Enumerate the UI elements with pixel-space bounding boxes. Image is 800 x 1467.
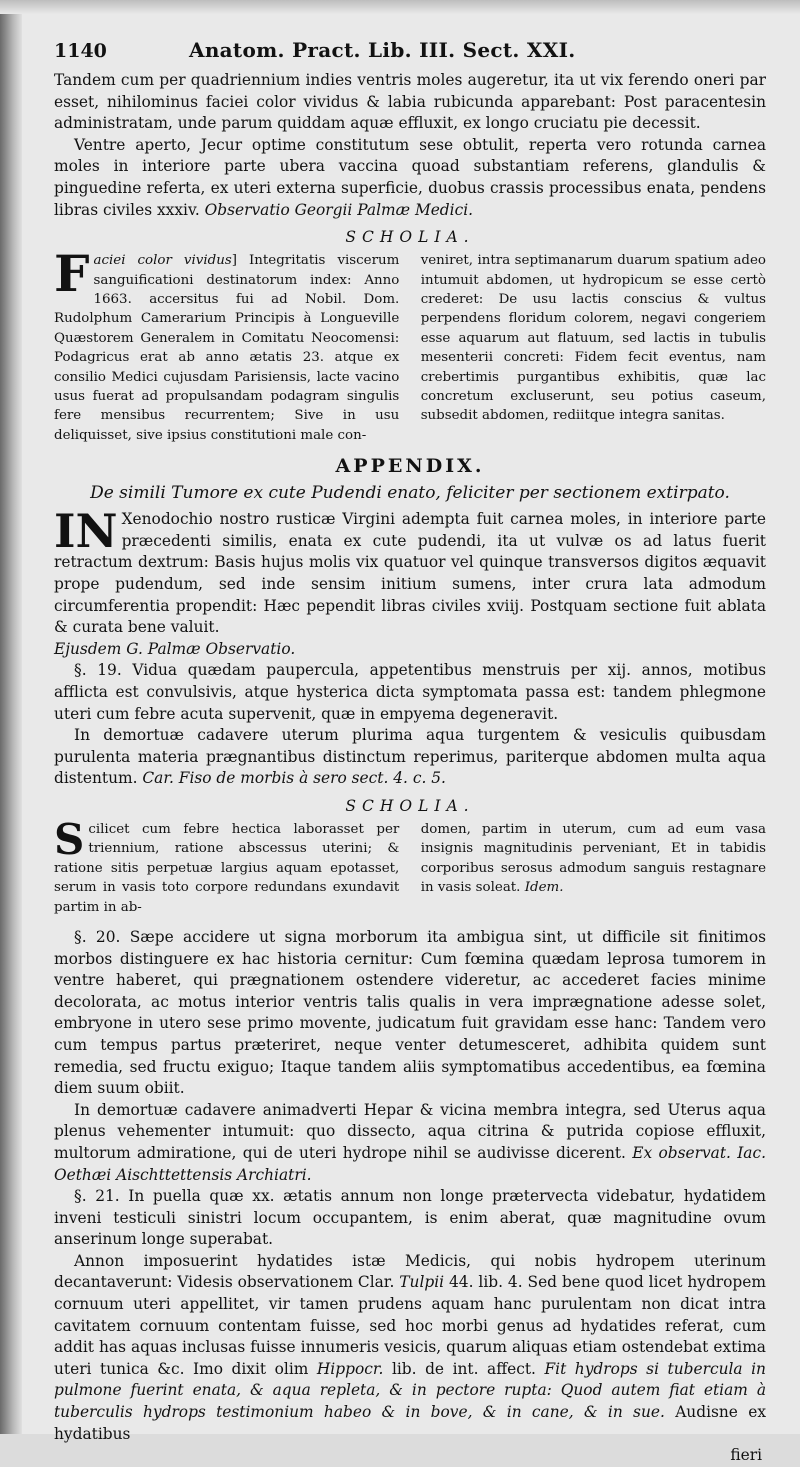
book-gutter (0, 0, 22, 1434)
page-header (54, 38, 766, 62)
paragraph: §. 19. Vidua quædam paupercula, appetentibus menstruis per xij. annos, motibus afflicta est convulsivis, atque hysterica dicta symptomata passa est: tandem phlegmone uteri cum febre acuta supervenit, quæ in empyema degeneravit. (54, 661, 766, 723)
paragraph-text: In demortuæ cadavere animadverti Hepar & vicina membra integra, sed Uterus aqua plenus vehementer intumuit: quo dissecto, aqua citrina & putrida copiose effluxit, multorum admiratione, qui de uteri hydrope nihil se audivisse dicerent. (54, 1100, 766, 1162)
quotation: Fit hydrops si tubercula in pulmone fuerint enata, & aqua repleta, & in pectore rupta: Quod autem fiat etiam à tuberculis hydrops testimonium habeo & in bove, & in cane, & in sue. (54, 1359, 766, 1422)
paragraph: §. 20. Sæpe accidere ut signa morborum ita ambigua sint, ut difficile sit finitimos morbos distinguere ex hac historia cernitur: Cum fœmina quædam leprosa tumorem in ventre haberet, qui prægnationem ostendere videretur, ac accederet facies minime decolorata, ac motus interior ventris talis qualis in vera imprægnatione adesse solet, embryone in utero sese primo movente, judicatum fuit gravidam esse hanc: Tandem vero cum tempus partus præteriret, neque venter detumesceret, adhibita quidem sunt remedia, sed fructu exiguo; Itaque tandem aliis symptomatibus accedentibus, ea fœmina diem suum obiit. (54, 927, 766, 1098)
source-citation: Observatio Georgii Palmæ Medici. (204, 200, 474, 219)
running-title: Anatom. Pract. Lib. III. Sect. XXI. (189, 38, 576, 62)
page-top-shadow (0, 0, 800, 14)
paragraph (54, 135, 766, 221)
scholia-text (54, 244, 400, 445)
catchword: fieri (730, 1446, 762, 1465)
scholia-left-column (54, 244, 400, 445)
drop-cap: S (54, 814, 85, 864)
paragraph-text: Xenodochio nostro rusticæ Virgini adempta fuit carnea moles, in interiore parte præcedenti similis, enata ex cute pudendi, ita ut vulvæ os ad latus fuerit retractum dextrum: Basis hujus molis vix quatuor vel quinque transversos digitos æquavit prope pudendum, sed inde sensim initium sumens, inter crura lata admodum circumferentia propendit: Hæc pependit libras civiles xviij. Postquam sectione fuit ablata & curata bene valuit. (54, 510, 766, 637)
section-19 (54, 660, 766, 790)
source-citation: Idem. (524, 880, 564, 896)
appendix-body (54, 504, 766, 660)
paragraph-text: Ventre aperto, Jecur optime constitutum sese obtulit, reperta vero rotunda carnea moles in interiore parte ubera vaccina quoad substantiam referens, glandulis & pinguedine referta, ex uteri externa superficie, duobus crassis processibus enata, pendens libras civiles xxxiv. (54, 135, 766, 219)
paragraph-text: Annon imposuerint hydatides istæ Medicis, qui nobis hydropem uterinum decantaverunt: Videsis observationem Clar. (54, 1251, 766, 1292)
paragraph-text: 44. lib. 4. Sed bene quod licet hydropem cornuum uteri appellitet, vir tamen prudens aquam hanc purulentam non dicat intra cavitatem cornuum contentam fuisse, sed hoc morbi genus ad hydatides referat, cum addit has aquas inclusas fuisse innumeris vesicis, quarum aliquas etiam ostendebat extima uteri tunica &c. Imo dixit olim (54, 1273, 766, 1378)
scholia-columns (54, 244, 766, 445)
author-name: Hippocr. (316, 1359, 384, 1378)
appendix-heading: APPENDIX. (335, 455, 485, 478)
scholia-text (54, 814, 400, 917)
scholia-heading: SCHOLIA. (345, 796, 475, 815)
scholia-left-column (54, 814, 400, 917)
source-citation: Ejusdem G. Palmæ Observatio. (54, 639, 296, 658)
paragraph: Tandem cum per quadriennium indies ventris moles augeretur, ita ut vix ferendo oneri par esset, nihilominus faciei color vividus & labia rubicunda apparebant: Post paracentesin administratam, unde parum quiddam aquæ effluxit, ex longo cruciatu pie decessit. (54, 71, 766, 133)
source-citation: Car. Fiso de morbis à sero sect. 4. c. 5. (142, 769, 446, 788)
page-number: 1140 (54, 40, 107, 62)
scholia-text (421, 820, 766, 898)
appendix-subtitle: De simili Tumore ex cute Pudendi enato, feliciter per sectionem extirpato. (90, 483, 730, 504)
scholia-columns (54, 814, 766, 917)
paragraph (54, 1251, 766, 1445)
scholia-heading: SCHOLIA. (345, 228, 475, 247)
paragraph-text: In demortuæ cadavere uterum plurima aqua turgentem & vesiculis quibusdam purulenta materia prægnantibus distinctum reperimus, pariterque abdomen multa aqua distentum. (54, 726, 766, 788)
scholia-left-text: cilicet cum febre hectica laborasset per triennium, ratione abscessus uterini; & ratione sitis perpetuæ largius aquam epotasset, serum in vasis toto corpore redundans exundavit partim in ab- (54, 821, 400, 915)
paragraph (54, 1100, 766, 1186)
scholia-right-text: domen, partim in uterum, cum ad eum vasa insignis magnitudinis perveniant, Et in tabidis corporibus serosus admodum sanguis restagnare in vasis soleat. (420, 821, 766, 896)
paragraph (54, 725, 766, 790)
drop-cap: IN (54, 504, 118, 559)
paragraph: §. 21. In puella quæ xx. ætatis annum non longe prætervecta videbatur, hydatidem inveni testiculi sinistri locum occupantem, is enim aberat, quæ magnitudine ovum anserinum longe superabat. (54, 1187, 766, 1249)
observation-intro (54, 70, 766, 221)
paragraph (54, 504, 766, 639)
section-21 (54, 1186, 766, 1467)
scholia-right-column (421, 251, 766, 445)
paragraph-text: Audisne ex hydatibus (54, 1403, 766, 1443)
section-20 (54, 927, 766, 1186)
lemma: aciei color vividus (93, 253, 232, 269)
paragraph-text: lib. de int. affect. (391, 1359, 536, 1378)
scholia-right-column (421, 820, 766, 917)
author-name: Tulpii (399, 1273, 445, 1292)
source-citation: Ex observat. Iac. Oethæi Aischttettensis Archiatri. (54, 1143, 766, 1184)
drop-cap: F (54, 244, 90, 304)
scholia-right-text: veniret, intra septimanarum duarum spatium adeo intumuit abdomen, ut hydropicum se esse certò crederet: De usu lactis conscius & vultus perpendens floridum colorem, negavi congeriem esse aquarum aut flatuum, sed lactis in tubulis mesenterii concreti: Fidem fecit eventus, nam crebertimis purgantibus exhibitis, quæ lac concretum excluserunt, seu potius caseum, subsedit abdomen, rediitque integra sanitas. (420, 253, 766, 424)
scholia-left-text: ] Integritatis viscerum sanguificationi destinatorum index: Anno 1663. accersitus fui ad Nobil. Dom. Rudolphum Camerarium Principis à Longueville Quæstorem Generalem in Comitatu Neocomensi: Podagricus erat ab anno ætatis 23. atque ex consilio Medici cujusdam Parisiensis, lacte vacino usus fuerat ad propulsandam podagram singulis fere mensibus recurrentem; Sive in usu deliquisset, sive ipsius constitutioni male con- (54, 253, 400, 443)
